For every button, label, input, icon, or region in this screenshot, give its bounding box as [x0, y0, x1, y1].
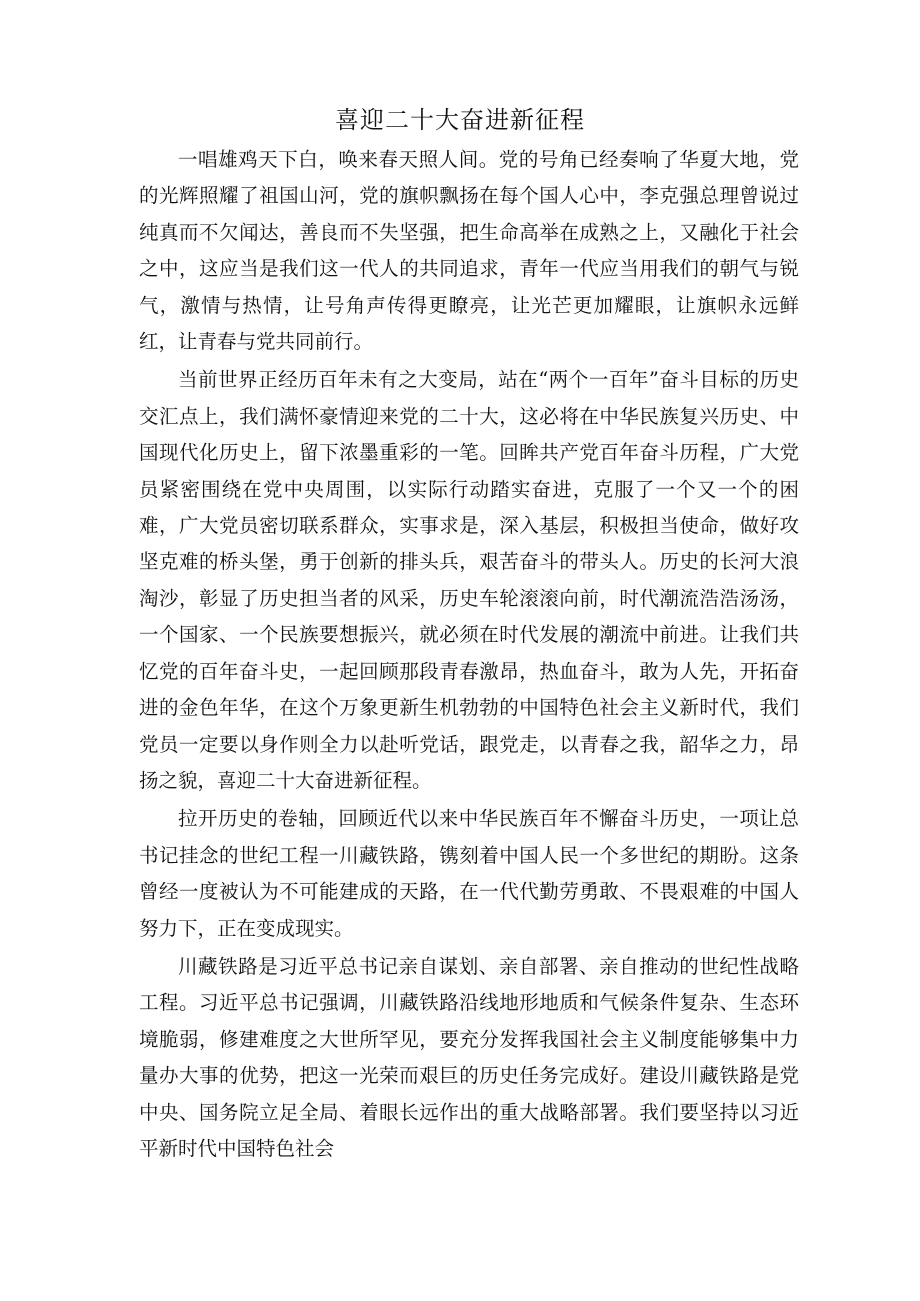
- paragraph-3: 拉开历史的卷轴，回顾近代以来中华民族百年不懈奋斗历史，一项让总书记挂念的世纪工程一川藏铁路，镌刻着中国人民一个多世纪的期盼。这条曾经一度被认为不可能建成的天路，在一代代勤劳勇敢、不畏艰难的中国人努力下，正在变成现实。: [139, 807, 799, 940]
- paragraph-2: 当前世界正经历百年未有之大变局，站在“两个一百年”奋斗目标的历史交汇点上，我们满怀豪情迎来党的二十大，这必将在中华民族复兴历史、中国现代化历史上，留下浓墨重彩的一笔。回眸共产党百年奋斗历程，广大党员紧密围绕在党中央周围，以实际行动踏实奋进，克服了一个又一个的困难，广大党员密切联系群众，实事求是，深入基层，积极担当使命，做好攻坚克难的桥头堡，勇于创新的排头兵，艰苦奋斗的带头人。历史的长河大浪淘沙，彰显了历史担当者的风采，历史车轮滚滚向前，时代潮流浩浩汤汤，一个国家、一个民族要想振兴，就必须在时代发展的潮流中前进。让我们共忆党的百年奋斗史，一起回顾那段青春激昂，热血奋斗，敢为人先，开拓奋进的金色年华，在这个万象更新生机勃勃的中国特色社会主义新时代，我们党员一定要以身作则全力以赴听党话，跟党走，以青春之我，韶华之力，昂扬之貌，喜迎二十大奋进新征程。: [139, 368, 799, 792]
- paragraph-1: 一唱雄鸡天下白，唤来春天照人间。党的号角已经奏响了华夏大地，党的光辉照耀了祖国山河，党的旗帜飘扬在每个国人心中，李克强总理曾说过纯真而不欠闻达，善良而不失坚强，把生命高举在成熟之上，又融化于社会之中，这应当是我们这一代人的共同追求，青年一代应当用我们的朝气与锐气，激情与热情，让号角声传得更瞭亮，让光芒更加耀眼，让旗帜永远鲜红，让青春与党共同前行。: [139, 148, 799, 354]
- paragraph-4: 川藏铁路是习近平总书记亲自谋划、亲自部署、亲自推动的世纪性战略工程。习近平总书记强调，川藏铁路沿线地形地质和气候条件复杂、生态环境脆弱，修建难度之大世所罕见，要充分发挥我国社会主义制度能够集中力量办大事的优势，把这一光荣而艰巨的历史任务完成好。建设川藏铁路是党中央、国务院立足全局、着眼长远作出的重大战略部署。我们要坚持以习近平新时代中国特色社会: [139, 954, 799, 1160]
- document-body: [139, 142, 799, 1167]
- document-title: 喜迎二十大奋进新征程: [335, 106, 585, 134]
